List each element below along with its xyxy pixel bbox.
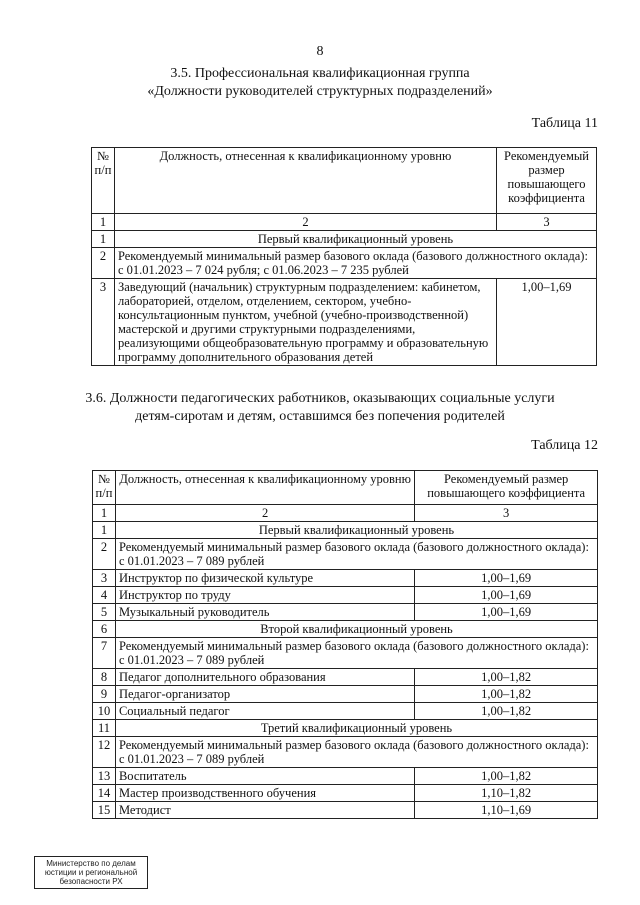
table-row: [92, 248, 597, 279]
row-coefficient: 1,00–1,82: [415, 703, 598, 720]
row-number: 12: [93, 737, 116, 768]
row-number: 1: [92, 231, 115, 248]
numbering-cell: 2: [115, 505, 414, 522]
row-coefficient: 1,00–1,82: [415, 669, 598, 686]
row-text: Педагог-организатор: [115, 686, 414, 703]
level-heading: Первый квалификационный уровень: [115, 522, 597, 539]
row-number: 6: [93, 621, 116, 638]
row-coefficient: 1,00–1,69: [415, 604, 598, 621]
table-row: [92, 231, 597, 248]
table-row: [93, 638, 598, 669]
table-row: [93, 604, 598, 621]
numbering-cell: 2: [114, 214, 496, 231]
row-number: 5: [93, 604, 116, 621]
table-numbering-row: [93, 505, 598, 522]
row-text: Воспитатель: [115, 768, 414, 785]
row-text: Мастер производственного обучения: [115, 785, 414, 802]
row-coefficient: 1,00–1,69: [497, 279, 597, 366]
table-row: [93, 802, 598, 819]
table-row: [93, 570, 598, 587]
row-text: Педагог дополнительного образования: [115, 669, 414, 686]
row-coefficient: 1,00–1,82: [415, 768, 598, 785]
heading-line: 3.5. Профессиональная квалификационная группа: [170, 66, 470, 81]
table-row: [93, 768, 598, 785]
ministry-stamp: [34, 856, 148, 889]
numbering-cell: 3: [497, 214, 597, 231]
header-cell-number: № п/п: [92, 148, 115, 214]
table-row: [93, 686, 598, 703]
numbering-cell: 3: [415, 505, 598, 522]
row-text: Инструктор по физической культуре: [115, 570, 414, 587]
table-row: [93, 621, 598, 638]
row-text: Заведующий (начальник) структурным подразделением: кабинетом, лабораторией, отделом, отделением, сектором, учебно-консультационным пунктом, учебной (учебно-производственной) мастерской и другими структурными подразделениями, реализующими общеобразовательную программу и образовательную программу дополнительного образования детей: [114, 279, 496, 366]
header-cell-number: № п/п: [93, 471, 116, 505]
table-numbering-row: [92, 214, 597, 231]
stamp-line: Министерство по делам: [46, 859, 136, 868]
section-3-5-heading: [60, 65, 580, 101]
row-number: 3: [93, 570, 116, 587]
row-coefficient: 1,00–1,82: [415, 686, 598, 703]
row-text: Рекомендуемый минимальный размер базового оклада (базового должностного оклада): с 01.01.2023 – 7 089 рублей: [115, 638, 597, 669]
table-12-label: Таблица 12: [531, 438, 598, 453]
row-number: 1: [93, 522, 116, 539]
row-coefficient: 1,10–1,69: [415, 802, 598, 819]
header-cell-coefficient: Рекомендуемый размер повышающего коэффициента: [415, 471, 598, 505]
section-3-6-heading: [60, 390, 580, 426]
table-row: [93, 785, 598, 802]
header-cell-position: Должность, отнесенная к квалификационному уровню: [115, 471, 414, 505]
table-row: [93, 703, 598, 720]
table-row: [92, 279, 597, 366]
numbering-cell: 1: [93, 505, 116, 522]
row-number: 7: [93, 638, 116, 669]
heading-line: «Должности руководителей структурных подразделений»: [147, 84, 493, 99]
table-row: [93, 669, 598, 686]
row-text: Инструктор по труду: [115, 587, 414, 604]
table-row: [93, 720, 598, 737]
row-text: Музыкальный руководитель: [115, 604, 414, 621]
table-11: [91, 147, 597, 366]
table-row: [93, 522, 598, 539]
row-number: 14: [93, 785, 116, 802]
row-text: Социальный педагог: [115, 703, 414, 720]
row-coefficient: 1,00–1,69: [415, 570, 598, 587]
table-header-row: [93, 471, 598, 505]
stamp-line: юстиции и региональной: [44, 868, 138, 877]
heading-line: 3.6. Должности педагогических работников, оказывающих социальные услуги: [85, 391, 555, 406]
heading-line: детям-сиротам и детям, оставшимся без попечения родителей: [135, 409, 505, 424]
table-11-label: Таблица 11: [531, 116, 598, 131]
row-number: 8: [93, 669, 116, 686]
row-number: 15: [93, 802, 116, 819]
stamp-line: безопасности РХ: [59, 877, 123, 886]
page-number: 8: [316, 44, 324, 59]
header-cell-position: Должность, отнесенная к квалификационному уровню: [114, 148, 496, 214]
row-coefficient: 1,00–1,69: [415, 587, 598, 604]
row-number: 10: [93, 703, 116, 720]
header-cell-coefficient: Рекомендуемый размер повышающего коэффициента: [497, 148, 597, 214]
row-number: 13: [93, 768, 116, 785]
level-heading: Второй квалификационный уровень: [115, 621, 597, 638]
row-text: Рекомендуемый минимальный размер базового оклада (базового должностного оклада): с 01.01.2023 – 7 089 рублей: [115, 737, 597, 768]
table-row: [93, 539, 598, 570]
level-heading: Первый квалификационный уровень: [114, 231, 596, 248]
table-12: [92, 470, 598, 819]
row-number: 4: [93, 587, 116, 604]
numbering-cell: 1: [92, 214, 115, 231]
row-number: 9: [93, 686, 116, 703]
row-text: Рекомендуемый минимальный размер базового оклада (базового должностного оклада): с 01.01.2023 – 7 024 рубля; с 01.06.2023 – 7 235 рублей: [114, 248, 596, 279]
level-heading: Третий квалификационный уровень: [115, 720, 597, 737]
row-number: 2: [92, 248, 115, 279]
table-header-row: [92, 148, 597, 214]
row-number: 11: [93, 720, 116, 737]
row-number: 3: [92, 279, 115, 366]
table-row: [93, 587, 598, 604]
table-row: [93, 737, 598, 768]
row-text: Методист: [115, 802, 414, 819]
row-number: 2: [93, 539, 116, 570]
row-coefficient: 1,10–1,82: [415, 785, 598, 802]
row-text: Рекомендуемый минимальный размер базового оклада (базового должностного оклада): с 01.01.2023 – 7 089 рублей: [115, 539, 597, 570]
